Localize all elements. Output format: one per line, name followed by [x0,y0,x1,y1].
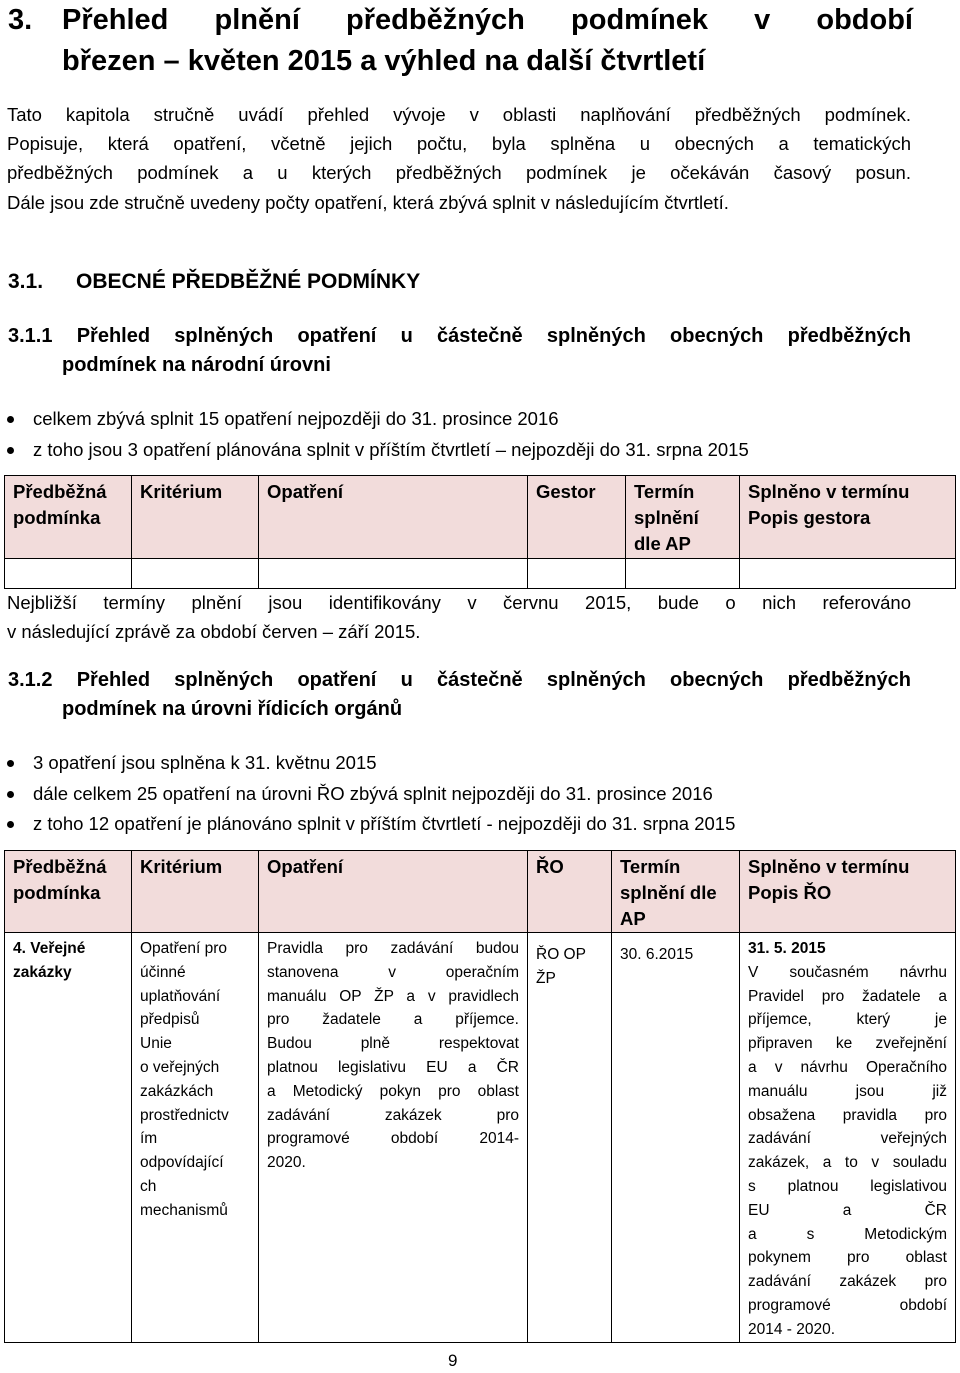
intro-line: Dále jsou zde stručně uvedeny počty opatření, která zbývá splnit v následujícím čtvrtletí. [7,191,729,213]
note-paragraph [7,588,911,646]
list-item [7,748,917,779]
list-item [7,435,917,466]
subsection-heading-1 [8,322,911,380]
list-item [7,779,917,810]
subsection-title-line2: podmínek na úrovni řídicích orgánů [62,698,403,720]
subsection-title-line2: podmínek na národní úrovni [62,354,331,376]
header-deadline: Termín splnění dle AP [612,851,740,933]
bullet-icon [7,791,14,798]
header-fulfilled: Splněno v termínu Popis gestora [740,476,956,559]
list-item-text: celkem zbývá splnit 15 opatření nejpozději do 31. prosince 2016 [33,408,559,429]
bullet-icon [7,416,14,423]
list-item-text: 3 opatření jsou splněna k 31. květnu 2015 [33,752,377,773]
header-criterion: Kritérium [132,851,259,933]
section-title: OBECNÉ PŘEDBĚŽNÉ PODMÍNKY [76,270,421,293]
intro-paragraph [7,100,911,217]
list-item [7,404,917,435]
list-item-text: dále celkem 25 opatření na úrovni ŘO zbývá splnit nejpozději do 31. prosince 2016 [33,782,713,804]
cell-criterion: Opatření pro účinné uplatňování předpisů Unie o veřejných zakázkách prostřednictv ím odpovídající ch mechanismů [132,933,259,1343]
cell-fulfilled: 31. 5. 2015 V současném návrhu Pravidel pro žadatele a příjemce, který je připraven ke zveřejnění a v návrhu Operačního manuálu jsou již obsažena pravidla pro zadávání veřejných zakázek, a to v souladu s platnou legislativou EU a ČR a s Metodickým pokynem pro oblast zadávání zakázek pro programové období 2014 - 2020. [740,933,956,1343]
header-owner: ŘO [528,851,612,933]
note-line: Nejbližší termíny plnění jsou identifikovány v červnu 2015, bude o nich referováno [7,592,911,613]
subsection-title-line1: 3.1.1 Přehled splněných opatření u částečně splněných obecných předběžných [8,325,911,347]
table-row [5,933,956,1343]
note-line: v následující zprávě za období červen – září 2015. [7,621,421,643]
header-measure: Opatření [259,851,528,933]
cell-deadline: 30. 6.2015 [612,933,740,1343]
table-header-row [5,851,956,933]
list-item-text: z toho jsou 3 opatření plánována splnit v příštím čtvrtletí – nejpozději do 31. srpna 2015 [33,438,749,460]
bullet-icon [7,821,14,828]
header-fulfilled: Splněno v termínu Popis ŘO [740,851,956,933]
measures-table-managing-authorities [4,850,956,1343]
table-header-row [5,476,956,559]
bullet-icon [7,760,14,767]
section-number: 3.1. [8,270,44,293]
intro-line: Popisuje, která opatření, včetně jejich počtu, byla splněna u obecných a tematických [7,133,911,155]
cell-measure: Pravidla pro zadávání budou stanovena v operačním manuálu OP ŽP a v pravidlech pro žadatele a příjemce. Budou plně respektovat platnou legislativu EU a ČR a Metodický pokyn pro oblast zadávání zakázek pro programové období 2014- 2020. [259,933,528,1343]
table-row-empty [5,559,956,589]
header-condition: Předběžná podmínka [5,476,132,559]
page-number: 9 [448,1351,458,1370]
chapter-number: 3. [8,4,33,36]
measures-table-national [4,475,956,589]
bullet-list-1 [7,404,917,465]
chapter-title-line2: březen – květen 2015 a výhled na další čtvrtletí [62,45,706,77]
header-criterion: Kritérium [132,476,259,559]
header-condition: Předběžná podmínka [5,851,132,933]
bullet-list-2 [7,748,917,840]
list-item [7,809,917,840]
cell-condition: 4. Veřejné zakázky [5,933,132,1343]
section-heading [8,270,420,294]
bullet-icon [7,447,14,454]
intro-line: Tato kapitola stručně uvádí přehled vývoje v oblasti naplňování předběžných podmínek. [7,104,911,125]
subsection-title-line1: 3.1.2 Přehled splněných opatření u částečně splněných obecných předběžných [8,669,911,691]
header-measure: Opatření [259,476,528,559]
chapter-title-line1: Přehled plnění předběžných podmínek v období [62,4,913,36]
list-item-text: z toho 12 opatření je plánováno splnit v příštím čtvrtletí - nejpozději do 31. srpna 2015 [33,813,736,834]
header-deadline: Termín splnění dle AP [626,476,740,559]
subsection-heading-2 [8,666,911,724]
header-owner: Gestor [528,476,626,559]
cell-owner: ŘO OP ŽP [528,933,612,1343]
intro-line: předběžných podmínek a u kterých předběžných podmínek je očekáván časový posun. [7,162,911,184]
chapter-heading [8,0,913,82]
